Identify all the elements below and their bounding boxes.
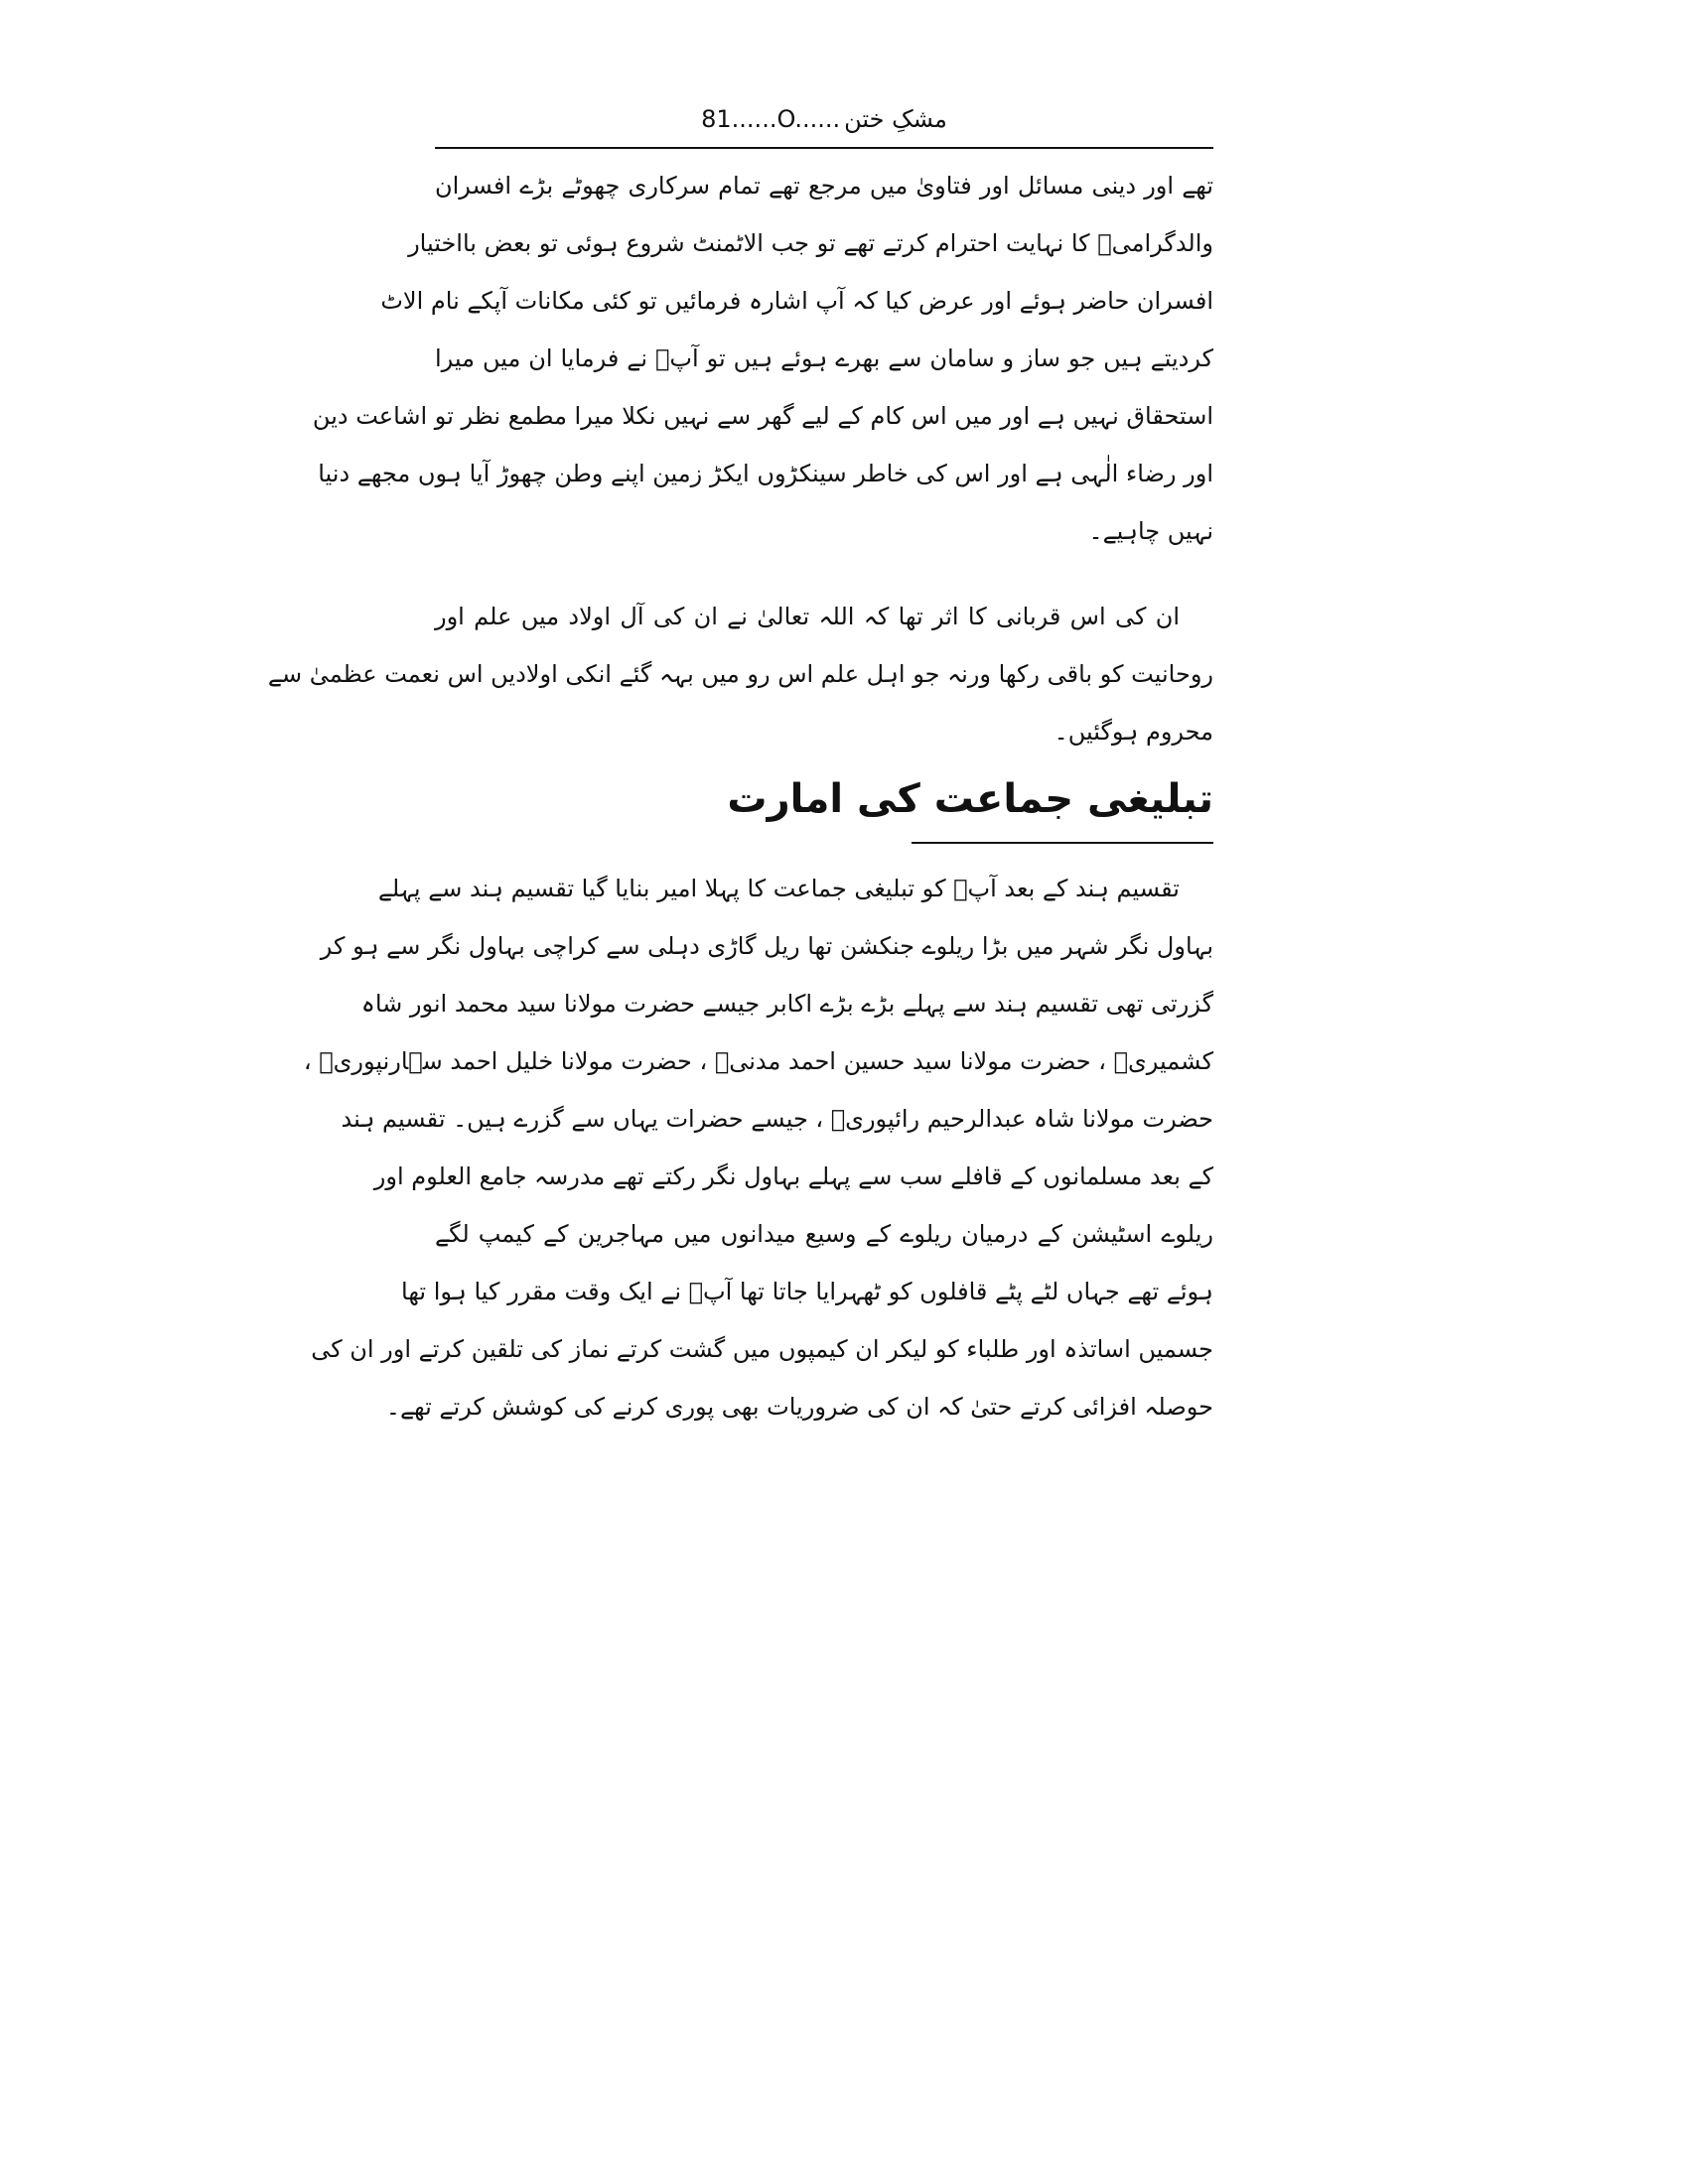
paragraph-line: حضرت مولانا شاہ عبدالرحیم رائپوریؒ ، جیسے حضرات یہاں سے گزرے ہیں۔ تقسیم ہند xyxy=(341,1105,1213,1133)
paragraph-line: استحقاق نہیں ہے اور میں اس کام کے لیے گھر سے نہیں نکلا میرا مطمع نظر تو اشاعت دین xyxy=(312,402,1213,430)
book-title: مشکِ ختن xyxy=(844,105,947,133)
paragraph-line: ان کی اس قربانی کا اثر تھا کہ اللہ تعالیٰ نے ان کی آل اولاد میں علم اور xyxy=(435,603,1180,630)
paragraph-line: کشمیریؒ ، حضرت مولانا سید حسین احمد مدنیؒ ، حضرت مولانا خلیل احمد سہارنپوریؒ ، xyxy=(303,1047,1213,1075)
paragraph-line: تھے اور دینی مسائل اور فتاویٰ میں مرجع تھے تمام سرکاری چھوٹے بڑے افسران xyxy=(435,172,1213,200)
paragraph-line: بہاول نگر شہر میں بڑا ریلوے جنکشن تھا ریل گاڑی دہلی سے کراچی بہاول نگر سے ہو کر xyxy=(320,932,1213,960)
section-heading-container xyxy=(435,764,1213,850)
paragraph-line: تقسیم ہند کے بعد آپؒ کو تبلیغی جماعت کا پہلا امیر بنایا گیا تقسیم ہند سے پہلے xyxy=(377,875,1180,902)
paragraph-line: محروم ہوگئیں۔ xyxy=(1054,718,1213,746)
header-separator: ......O...... xyxy=(731,105,841,133)
paragraph-line: افسران حاضر ہوئے اور عرض کیا کہ آپ اشارہ فرمائیں تو کئی مکانات آپکے نام الاٹ xyxy=(380,287,1213,315)
paragraph-line: کے بعد مسلمانوں کے قافلے سب سے پہلے بہاول نگر رکتے تھے مدرسہ جامع العلوم اور xyxy=(373,1162,1213,1190)
paragraph-line: کردیتے ہیں جو ساز و سامان سے بھرے ہوئے ہیں تو آپؒ نے فرمایا ان میں میرا xyxy=(435,344,1213,372)
header-rule xyxy=(435,147,1213,149)
section-heading: تبلیغی جماعت کی امارت xyxy=(727,776,1213,822)
paragraph-3 xyxy=(303,860,1213,1435)
heading-underline xyxy=(912,842,1213,844)
paragraph-1 xyxy=(312,157,1213,560)
paragraph-line: ہوئے تھے جہاں لٹے پٹے قافلوں کو ٹھہرایا جاتا تھا آپؒ نے ایک وقت مقرر کیا ہوا تھا xyxy=(401,1278,1213,1305)
paragraph-line: حوصلہ افزائی کرتے حتیٰ کہ ان کی ضروریات بھی پوری کرنے کی کوشش کرتے تھے۔ xyxy=(385,1393,1213,1421)
paragraph-line: روحانیت کو باقی رکھا ورنہ جو اہل علم اس رو میں بہہ گئے انکی اولادیں اس نعمت عظمیٰ سے xyxy=(267,660,1213,688)
paragraph-line: ریلوے اسٹیشن کے درمیان ریلوے کے وسیع میدانوں میں مہاجرین کے کیمپ لگے xyxy=(435,1220,1213,1248)
paragraph-line: جسمیں اساتذہ اور طلباء کو لیکر ان کیمپوں میں گشت کرتے نماز کی تلقین کرتے اور ان کی xyxy=(311,1335,1213,1363)
paragraph-line: گزرتی تھی تقسیم ہند سے پہلے بڑے بڑے اکابر جیسے حضرت مولانا سید محمد انور شاہ xyxy=(360,990,1213,1018)
paragraph-line: والدگرامیؒ کا نہایت احترام کرتے تھے تو جب الاٹمنٹ شروع ہوئی تو بعض بااختیار xyxy=(408,229,1213,257)
paragraph-line: نہیں چاہیے۔ xyxy=(1088,517,1213,545)
paragraph-2 xyxy=(267,588,1213,760)
page-number: 81 xyxy=(701,105,732,133)
page-header xyxy=(437,97,1211,141)
paragraph-line: اور رضاء الٰہی ہے اور اس کی خاطر سینکڑوں ایکڑ زمین اپنے وطن چھوڑ آیا ہوں مجھے دنیا xyxy=(318,460,1213,487)
